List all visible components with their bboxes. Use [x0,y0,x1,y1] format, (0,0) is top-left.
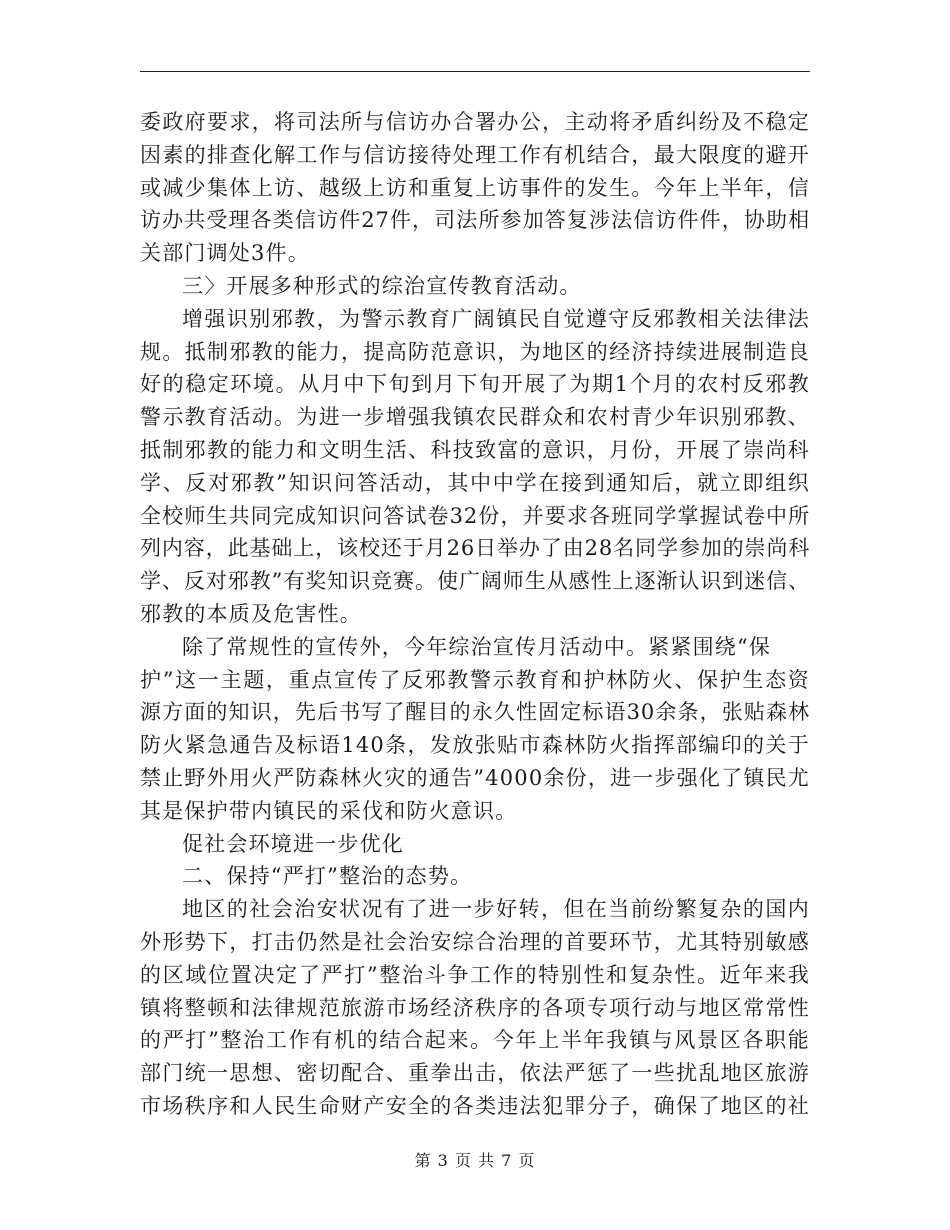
text-line: 的严打”整治工作有机的结合起来。今年上半年我镇与风景区各职能 [140,1028,810,1053]
text-line: 全校师生共同完成知识问答试卷32份，并要求各班同学掌握试卷中所 [140,503,810,528]
text-line: 地区的社会治安状况有了进一步好转，但在当前纷繁复杂的国内 [182,897,810,922]
text-line: 部门统一思想、密切配合、重拳出击，依法严惩了一些扰乱地区旅游 [140,1061,810,1086]
text-line: 二、保持“严打”整治的态势。 [182,864,473,889]
text-line: 列内容，此基础上，该校还于月26日举办了由28名同学参加的崇尚科 [140,536,810,561]
text-line: 好的稳定环境。从月中下旬到月下旬开展了为期1个月的农村反邪教 [140,372,810,397]
text-line: 抵制邪教的能力和文明生活、科技致富的意识，月份，开展了崇尚科 [140,437,810,462]
text-line: 警示教育活动。为进一步增强我镇农民群众和农村青少年识别邪教、 [140,405,810,430]
text-line: 除了常规性的宣传外，今年综治宣传月活动中。紧紧围绕“保 [182,634,772,659]
text-line: 增强识别邪教，为警示教育广阔镇民自觉遵守反邪教相关法律法 [182,306,810,331]
text-line: 防火紧急通告及标语140条，发放张贴市森林防火指挥部编印的关于 [140,733,810,758]
text-line: 护”这一主题，重点宣传了反邪教警示教育和护林防火、保护生态资 [140,667,810,692]
text-line: 学、反对邪教”有奖知识竞赛。使广阔师生从感性上逐渐认识到迷信、 [140,569,810,594]
text-line: 促社会环境进一步优化 [182,831,404,856]
text-line: 委政府要求，将司法所与信访办合署办公，主动将矛盾纠纷及不稳定 [140,110,810,134]
text-line: 学、反对邪教”知识问答活动，其中中学在接到通知后，就立即组织 [140,470,810,495]
text-line: 源方面的知识，先后书写了醒目的永久性固定标语30余条，张贴森林 [140,700,810,725]
text-line: 镇将整顿和法律规范旅游市场经济秩序的各项专项行动与地区常常性 [140,995,810,1020]
text-line: 三〉开展多种形式的综治宣传教育活动。 [182,273,582,298]
text-line: 市场秩序和人民生命财产安全的各类违法犯罪分子，确保了地区的社 [140,1093,810,1118]
text-line: 关部门调处3件。 [140,241,310,266]
text-line: 的区域位置决定了严打”整治斗争工作的特别性和复杂性。近年来我 [140,962,810,987]
header-rule [140,71,810,72]
text-line: 规。抵制邪教的能力，提高防范意识，为地区的经济持续进展制造良 [140,339,810,364]
text-line: 外形势下，打击仍然是社会治安综合治理的首要环节，尤其特别敏感 [140,929,810,954]
text-line: 或减少集体上访、越级上访和重复上访事件的发生。今年上半年，信 [140,175,810,200]
page-footer: 第 3 页 共 7 页 [414,1151,536,1170]
text-line: 邪教的本质及危害性。 [140,601,362,626]
text-line: 访办共受理各类信访件27件，司法所参加答复涉法信访件件，协助相 [140,208,810,233]
text-line: 因素的排查化解工作与信访接待处理工作有机结合，最大限度的避开 [140,142,810,167]
document-body [140,106,810,1123]
text-line: 其是保护带内镇民的采伐和防火意识。 [140,798,518,823]
text-line: 禁止野外用火严防森林火灾的通告”4000余份，进一步强化了镇民尤 [140,765,810,790]
